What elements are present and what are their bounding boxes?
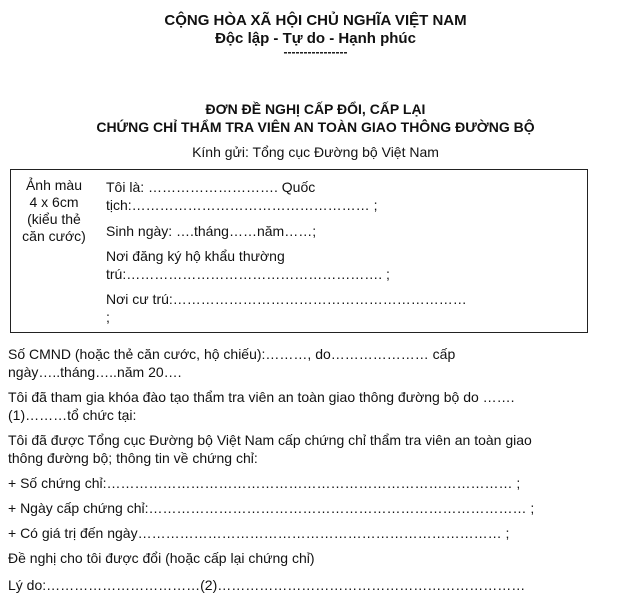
birth-date-field: Sinh ngày: ….tháng……năm……;	[106, 223, 317, 239]
training-line1: Tôi đã tham gia khóa đào tạo thẩm tra viên an toàn giao thông đường bộ do …….	[8, 389, 515, 405]
request-line: Đề nghị cho tôi được đổi (hoặc cấp lại chứng chỉ)	[8, 550, 315, 566]
certificate-intro-line2: thông đường bộ; thông tin về chứng chỉ:	[8, 450, 258, 466]
residence-field-line1: Nơi đăng ký hộ khẩu thường	[106, 248, 285, 264]
id-card-line2: ngày…..tháng…..năm 20….	[8, 364, 182, 380]
national-motto: Độc lập - Tự do - Hạnh phúc	[215, 30, 416, 47]
certificate-intro-line1: Tôi đã được Tổng cục Đường bộ Việt Nam cấp chứng chỉ thẩm tra viên an toàn giao	[8, 432, 532, 448]
certificate-valid-until-field: + Có giá trị đến ngày…………………………………………………………………… ;	[8, 525, 510, 541]
photo-label-line2: 4 x 6cm	[29, 194, 79, 210]
document-title-line2: CHỨNG CHỈ THẨM TRA VIÊN AN TOÀN GIAO THÔNG ĐƯỜNG BỘ	[96, 119, 535, 135]
current-address-field-line2: ;	[106, 309, 110, 325]
document-title-line1: ĐƠN ĐỀ NGHỊ CẤP ĐỔI, CẤP LẠI	[205, 101, 426, 117]
reason-field: Lý do:……………………………(2)…………………………………………………………	[8, 577, 526, 593]
photo-placeholder	[17, 177, 91, 245]
name-field-line1: Tôi là: ………………………. Quốc	[106, 179, 316, 195]
photo-label-line1: Ảnh màu	[25, 177, 83, 193]
photo-label-line3: (kiểu thẻ	[27, 211, 81, 227]
certificate-issue-date-field: + Ngày cấp chứng chỉ:……………………………………………………………………… ;	[8, 500, 535, 516]
nationality-field: tịch:…………………………………………… ;	[106, 197, 378, 213]
recipient-line: Kính gửi: Tổng cục Đường bộ Việt Nam	[192, 144, 439, 160]
header-divider: ----------------	[283, 45, 348, 59]
training-line2: (1)………tổ chức tại:	[8, 407, 137, 423]
photo-label-line4: căn cước)	[22, 228, 86, 244]
residence-field-line2: trú:………………………………………………. ;	[106, 266, 390, 282]
country-name: CỘNG HÒA XÃ HỘI CHỦ NGHĨA VIỆT NAM	[164, 12, 467, 29]
id-card-line1: Số CMND (hoặc thẻ căn cước, hộ chiếu):………, do………………… cấp	[8, 346, 456, 362]
current-address-field-line1: Nơi cư trú:………………………………………………………	[106, 291, 467, 307]
certificate-number-field: + Số chứng chỉ:…………………………………………………………………………… ;	[8, 475, 521, 491]
